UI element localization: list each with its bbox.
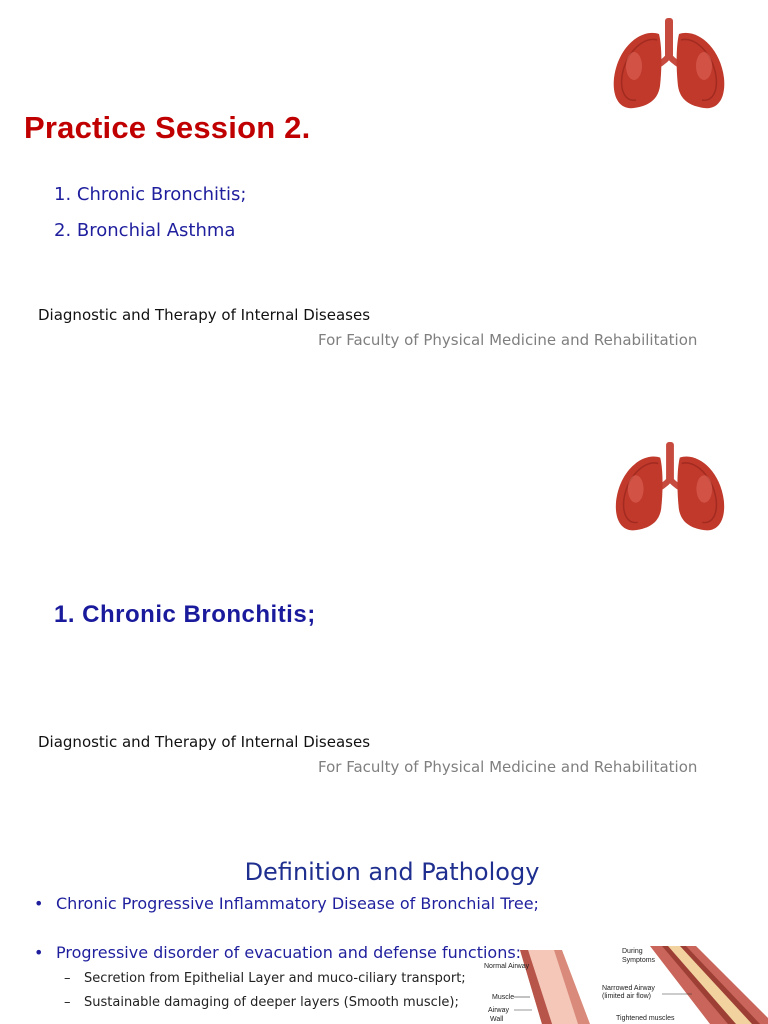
diagram-label: Muscle: [492, 994, 515, 1001]
diagram-label: Symptoms: [622, 957, 656, 964]
course-name: Diagnostic and Therapy of Internal Diseases: [38, 306, 371, 324]
diagram-label: During: [622, 948, 643, 955]
bullet-item: • Progressive disorder of evacuation and defense functions:: [34, 943, 522, 962]
sub-bullet-item: – Sustainable damaging of deeper layers (Smooth muscle);: [64, 995, 459, 1010]
section-heading: Definition and Pathology: [244, 858, 540, 886]
diagram-label: Normal Airway: [484, 963, 530, 970]
faculty-name: For Faculty of Physical Medicine and Rehabilitation: [318, 758, 698, 776]
faculty-name: For Faculty of Physical Medicine and Rehabilitation: [318, 331, 698, 349]
bullet-dot-icon: •: [34, 894, 44, 913]
bullet-item: • Chronic Progressive Inflammatory Disease of Bronchial Tree;: [34, 894, 539, 913]
toc-item-2: 2. Bronchial Asthma: [54, 220, 236, 241]
diagram-label: (limited air flow): [602, 993, 652, 1000]
diagram-label: Airway: [488, 1007, 510, 1014]
diagram-label: Narrowed Airway: [602, 985, 655, 992]
airway-diagram: [470, 938, 768, 1024]
slide-title: 1. Chronic Bronchitis;: [54, 601, 316, 628]
lungs-illustration-icon: [604, 16, 734, 114]
dash-icon: –: [64, 995, 71, 1010]
slide-1: [0, 0, 768, 420]
bullet-dot-icon: •: [34, 943, 44, 962]
lungs-illustration-icon: [606, 440, 734, 536]
course-name: Diagnostic and Therapy of Internal Diseases: [38, 733, 371, 751]
diagram-label: Tightened muscles: [616, 1015, 675, 1022]
diagram-label: Wall: [490, 1016, 504, 1023]
normal-airway-illustration: [520, 950, 590, 1024]
dash-icon: –: [64, 971, 71, 986]
toc-item-1: 1. Chronic Bronchitis;: [54, 184, 247, 205]
slide-title: Practice Session 2.: [24, 110, 311, 145]
sub-bullet-item: – Secretion from Epithelial Layer and muco-ciliary transport;: [64, 971, 466, 986]
narrowed-airway-illustration: [650, 946, 768, 1024]
